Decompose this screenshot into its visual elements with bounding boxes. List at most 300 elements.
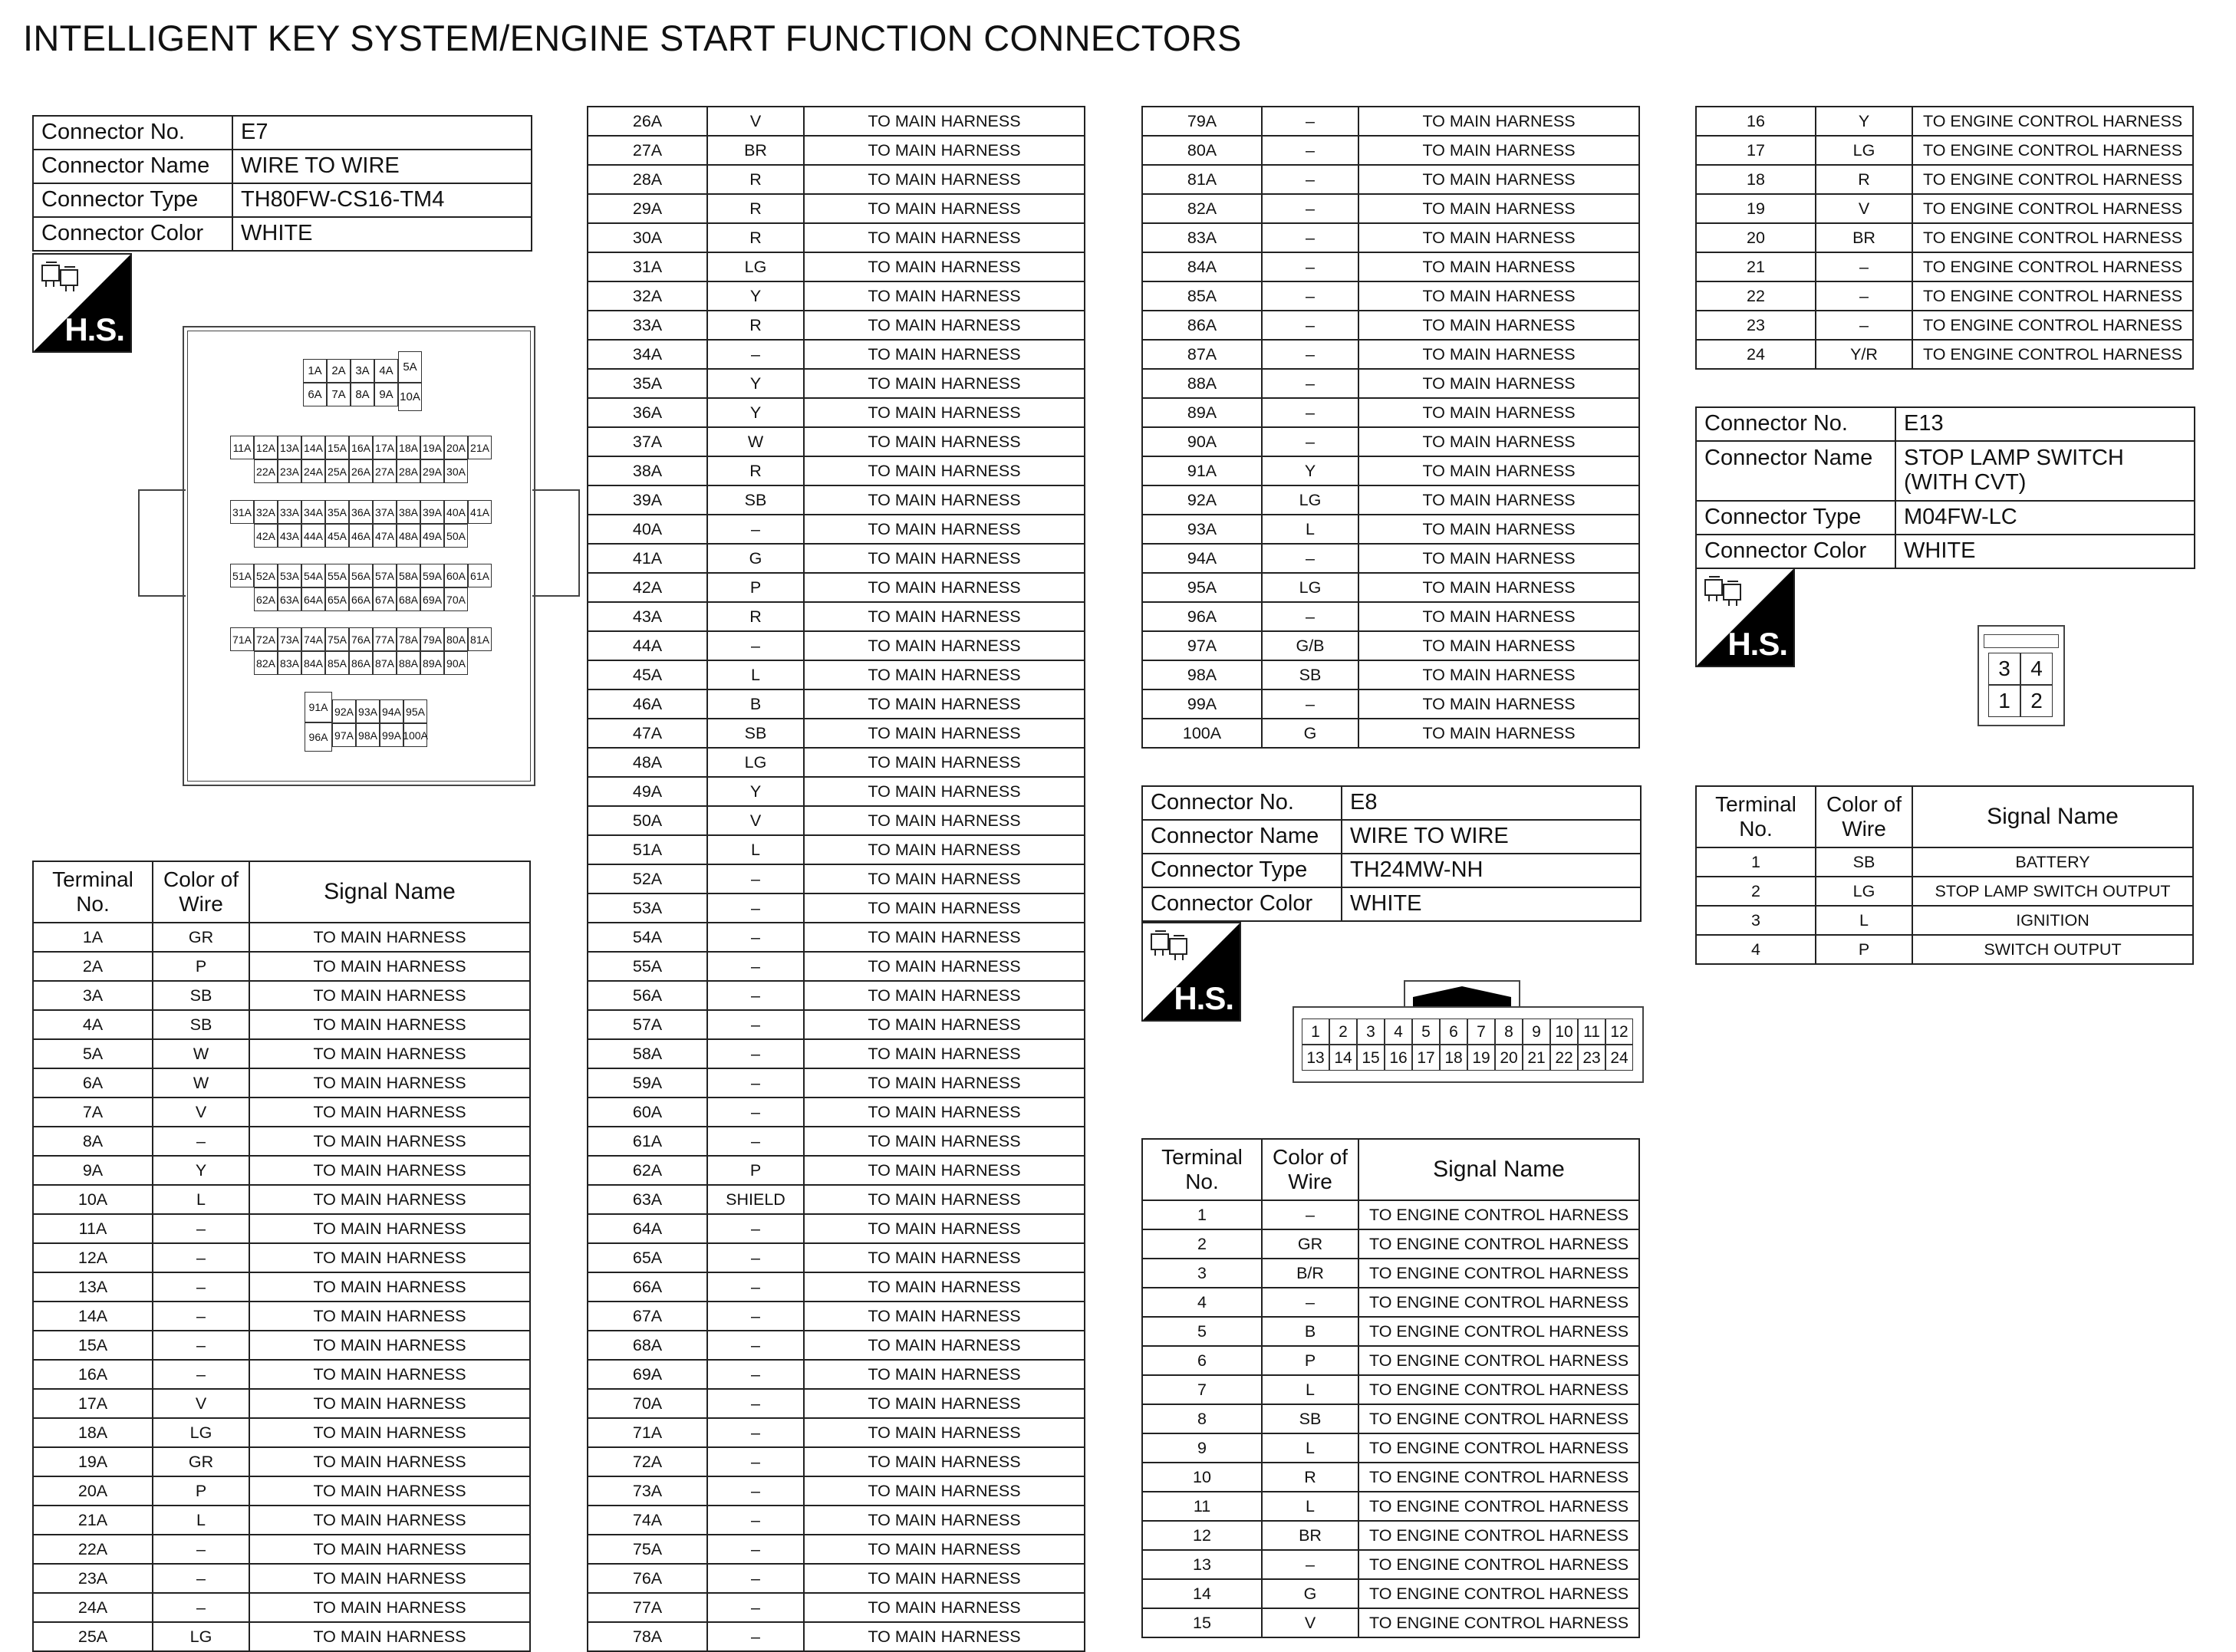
wire-color-cell: G/B bbox=[1262, 631, 1358, 660]
cavity: 9 bbox=[1523, 1019, 1550, 1045]
table-row bbox=[588, 952, 1085, 981]
signal-name-cell: TO ENGINE CONTROL HARNESS bbox=[1358, 1433, 1639, 1463]
terminal-cell: 41A bbox=[588, 544, 707, 573]
cavity: 3 bbox=[1357, 1019, 1385, 1045]
table-row bbox=[588, 1127, 1085, 1156]
signal-name-cell: TO MAIN HARNESS bbox=[1358, 369, 1639, 398]
cavity: 17 bbox=[1412, 1045, 1440, 1071]
table-row bbox=[33, 1593, 530, 1622]
terminal-cell: 6 bbox=[1142, 1346, 1262, 1375]
table-row bbox=[1696, 906, 2193, 935]
wire-color-cell: SB bbox=[707, 485, 804, 515]
wire-color-cell: P bbox=[707, 573, 804, 602]
cavity: 56A bbox=[349, 564, 373, 587]
terminal-cell: 21 bbox=[1696, 252, 1816, 281]
terminal-cell: 8A bbox=[33, 1127, 153, 1156]
wire-color-cell: P bbox=[1262, 1346, 1358, 1375]
wire-color-cell: – bbox=[1262, 398, 1358, 427]
signal-name-cell: TO MAIN HARNESS bbox=[1358, 398, 1639, 427]
signal-name-cell: TO MAIN HARNESS bbox=[804, 660, 1085, 689]
cavity: 88A bbox=[397, 651, 420, 675]
table-row bbox=[588, 602, 1085, 631]
cavity: 14A bbox=[301, 436, 325, 459]
e8-connector-face bbox=[1293, 980, 1645, 1084]
signal-name-cell: TO ENGINE CONTROL HARNESS bbox=[1358, 1492, 1639, 1521]
signal-name-cell: TO ENGINE CONTROL HARNESS bbox=[1912, 340, 2193, 369]
cavity: 66A bbox=[349, 587, 373, 611]
signal-name-cell: TO MAIN HARNESS bbox=[249, 1593, 530, 1622]
signal-name-cell: TO MAIN HARNESS bbox=[804, 1272, 1085, 1302]
table-row bbox=[588, 427, 1085, 456]
signal-name-cell: TO MAIN HARNESS bbox=[249, 1010, 530, 1039]
wire-header: Color of Wire bbox=[1816, 786, 1912, 847]
signal-name-cell: TO MAIN HARNESS bbox=[1358, 602, 1639, 631]
terminal-cell: 1A bbox=[33, 923, 153, 952]
cavity: 94A bbox=[380, 699, 403, 723]
table-row bbox=[588, 573, 1085, 602]
cavity: 4A bbox=[374, 359, 398, 383]
wire-color-cell: – bbox=[707, 631, 804, 660]
signal-name-cell: TO ENGINE CONTROL HARNESS bbox=[1358, 1579, 1639, 1608]
wire-color-cell: LG bbox=[707, 252, 804, 281]
table-row bbox=[588, 1156, 1085, 1185]
table-row bbox=[1142, 689, 1639, 719]
terminal-header: Terminal No. bbox=[1142, 1139, 1262, 1200]
terminal-cell: 68A bbox=[588, 1331, 707, 1360]
signal-name-cell: TO MAIN HARNESS bbox=[1358, 456, 1639, 485]
wire-color-cell: Y bbox=[707, 281, 804, 311]
cavity: 62A bbox=[254, 587, 278, 611]
table-row bbox=[588, 1010, 1085, 1039]
table-row bbox=[588, 311, 1085, 340]
terminal-cell: 62A bbox=[588, 1156, 707, 1185]
connector-name-value: WIRE TO WIRE bbox=[1342, 820, 1641, 854]
signal-name-cell: TO MAIN HARNESS bbox=[1358, 485, 1639, 515]
signal-name-cell: TO MAIN HARNESS bbox=[804, 864, 1085, 893]
table-row bbox=[588, 835, 1085, 864]
wire-color-cell: – bbox=[1262, 194, 1358, 223]
wire-color-cell: B/R bbox=[1262, 1259, 1358, 1288]
cavity: 46A bbox=[349, 524, 373, 548]
terminal-cell: 94A bbox=[1142, 544, 1262, 573]
table-row bbox=[33, 1331, 530, 1360]
connector-color-value: WHITE bbox=[232, 217, 532, 251]
wire-color-cell: GR bbox=[153, 923, 249, 952]
cavity: 4 bbox=[2020, 653, 2053, 685]
signal-name-cell: TO MAIN HARNESS bbox=[804, 631, 1085, 660]
terminal-cell: 25A bbox=[33, 1622, 153, 1651]
terminal-cell: 3 bbox=[1696, 906, 1816, 935]
cavity: 9A bbox=[374, 383, 398, 406]
table-row bbox=[588, 1039, 1085, 1068]
signal-name-cell: TO MAIN HARNESS bbox=[249, 1156, 530, 1185]
table-row bbox=[33, 1127, 530, 1156]
cavity: 86A bbox=[349, 651, 373, 675]
cavity: 10 bbox=[1550, 1019, 1578, 1045]
cavity: 16 bbox=[1385, 1045, 1412, 1071]
cavity: 51A bbox=[230, 564, 254, 587]
table-row bbox=[588, 544, 1085, 573]
table-row bbox=[588, 1360, 1085, 1389]
wire-color-cell: – bbox=[153, 1272, 249, 1302]
terminal-cell: 3A bbox=[33, 981, 153, 1010]
wire-color-cell: W bbox=[153, 1068, 249, 1097]
wire-color-cell: – bbox=[1262, 369, 1358, 398]
terminal-cell: 4 bbox=[1696, 935, 1816, 964]
cavity: 79A bbox=[420, 627, 444, 651]
e13-info-table bbox=[1695, 406, 2195, 569]
terminal-cell: 71A bbox=[588, 1418, 707, 1447]
table-row bbox=[588, 777, 1085, 806]
signal-name-cell: TO MAIN HARNESS bbox=[804, 311, 1085, 340]
cavity: 90A bbox=[444, 651, 468, 675]
wire-color-cell: Y bbox=[1816, 107, 1912, 136]
cavity: 77A bbox=[373, 627, 397, 651]
table-row bbox=[1142, 485, 1639, 515]
wire-color-cell: L bbox=[1262, 1433, 1358, 1463]
wire-color-cell: R bbox=[1262, 1463, 1358, 1492]
cavity: 8A bbox=[351, 383, 374, 406]
terminal-cell: 65A bbox=[588, 1243, 707, 1272]
table-row bbox=[1142, 1404, 1639, 1433]
wire-color-cell: – bbox=[1262, 281, 1358, 311]
signal-name-cell: TO MAIN HARNESS bbox=[249, 1535, 530, 1564]
cavity: 5A bbox=[398, 351, 422, 383]
wire-color-cell: – bbox=[1262, 1200, 1358, 1229]
signal-name-cell: TO MAIN HARNESS bbox=[249, 1097, 530, 1127]
terminal-cell: 66A bbox=[588, 1272, 707, 1302]
signal-name-cell: TO MAIN HARNESS bbox=[804, 835, 1085, 864]
terminal-cell: 20A bbox=[33, 1476, 153, 1506]
signal-name-cell: TO MAIN HARNESS bbox=[804, 223, 1085, 252]
table-row bbox=[33, 1389, 530, 1418]
cavity: 80A bbox=[444, 627, 468, 651]
cavity: 2A bbox=[327, 359, 351, 383]
connector-name-label: Connector Name bbox=[1696, 441, 1895, 501]
wire-color-cell: Y bbox=[707, 369, 804, 398]
terminal-cell: 42A bbox=[588, 573, 707, 602]
table-row bbox=[588, 136, 1085, 165]
terminal-cell: 49A bbox=[588, 777, 707, 806]
wire-color-cell: – bbox=[707, 1418, 804, 1447]
signal-name-cell: TO MAIN HARNESS bbox=[804, 136, 1085, 165]
cavity: 28A bbox=[397, 459, 420, 483]
table-row bbox=[588, 1214, 1085, 1243]
wire-color-cell: LG bbox=[1262, 485, 1358, 515]
signal-name-cell: TO MAIN HARNESS bbox=[804, 1622, 1085, 1651]
table-row bbox=[1142, 311, 1639, 340]
signal-name-cell: TO ENGINE CONTROL HARNESS bbox=[1912, 107, 2193, 136]
signal-name-cell: TO MAIN HARNESS bbox=[249, 1039, 530, 1068]
wire-color-cell: – bbox=[153, 1360, 249, 1389]
wire-color-cell: – bbox=[153, 1535, 249, 1564]
cavity: 91A bbox=[305, 692, 332, 722]
terminal-cell: 13A bbox=[33, 1272, 153, 1302]
terminal-cell: 64A bbox=[588, 1214, 707, 1243]
connector-no-value: E7 bbox=[232, 116, 532, 150]
table-row bbox=[33, 923, 530, 952]
wire-color-cell: LG bbox=[153, 1622, 249, 1651]
cavity: 21 bbox=[1523, 1045, 1550, 1071]
signal-name-cell: TO MAIN HARNESS bbox=[249, 1389, 530, 1418]
cavity: 19A bbox=[420, 436, 444, 459]
hs-label: H.S. bbox=[1174, 980, 1233, 1016]
cavity: 29A bbox=[420, 459, 444, 483]
table-row bbox=[588, 369, 1085, 398]
wire-color-cell: V bbox=[1816, 194, 1912, 223]
terminal-cell: 60A bbox=[588, 1097, 707, 1127]
terminal-cell: 8 bbox=[1142, 1404, 1262, 1433]
wire-color-cell: – bbox=[707, 1097, 804, 1127]
signal-name-cell: TO ENGINE CONTROL HARNESS bbox=[1358, 1521, 1639, 1550]
terminal-cell: 9 bbox=[1142, 1433, 1262, 1463]
cavity: 17A bbox=[373, 436, 397, 459]
table-row bbox=[1142, 1521, 1639, 1550]
wire-color-cell: V bbox=[153, 1097, 249, 1127]
cavity: 25A bbox=[325, 459, 349, 483]
cavity: 73A bbox=[278, 627, 301, 651]
cavity: 39A bbox=[420, 500, 444, 524]
wire-color-cell: – bbox=[707, 981, 804, 1010]
terminal-cell: 35A bbox=[588, 369, 707, 398]
signal-name-cell: TO ENGINE CONTROL HARNESS bbox=[1358, 1259, 1639, 1288]
table-row bbox=[588, 1389, 1085, 1418]
signal-name-cell: TO MAIN HARNESS bbox=[804, 1389, 1085, 1418]
table-row bbox=[1142, 1200, 1639, 1229]
terminal-cell: 63A bbox=[588, 1185, 707, 1214]
signal-name-cell: TO MAIN HARNESS bbox=[249, 1272, 530, 1302]
terminal-cell: 75A bbox=[588, 1535, 707, 1564]
signal-name-cell: TO MAIN HARNESS bbox=[804, 1156, 1085, 1185]
signal-name-cell: TO ENGINE CONTROL HARNESS bbox=[1358, 1229, 1639, 1259]
cavity: 22A bbox=[254, 459, 278, 483]
cavity: 22 bbox=[1550, 1045, 1578, 1071]
cavity: 76A bbox=[349, 627, 373, 651]
cavity: 74A bbox=[301, 627, 325, 651]
wire-color-cell: – bbox=[707, 864, 804, 893]
signal-name-cell: TO MAIN HARNESS bbox=[249, 1243, 530, 1272]
terminal-cell: 1 bbox=[1142, 1200, 1262, 1229]
cavity: 10A bbox=[398, 383, 422, 411]
wire-color-cell: – bbox=[1262, 602, 1358, 631]
wire-color-cell: – bbox=[1262, 689, 1358, 719]
terminal-cell: 26A bbox=[588, 107, 707, 136]
terminal-cell: 2 bbox=[1696, 877, 1816, 906]
wire-color-cell: – bbox=[1816, 311, 1912, 340]
connector-color-label: Connector Color bbox=[33, 217, 232, 251]
terminal-cell: 74A bbox=[588, 1506, 707, 1535]
table-row bbox=[588, 981, 1085, 1010]
cavity: 15 bbox=[1357, 1045, 1385, 1071]
cavity: 93A bbox=[356, 699, 380, 723]
wire-color-cell: P bbox=[1816, 935, 1912, 964]
signal-name-cell: TO ENGINE CONTROL HARNESS bbox=[1358, 1317, 1639, 1346]
signal-name-cell: TO ENGINE CONTROL HARNESS bbox=[1912, 281, 2193, 311]
signal-name-cell: TO MAIN HARNESS bbox=[804, 748, 1085, 777]
signal-name-cell: TO MAIN HARNESS bbox=[804, 1535, 1085, 1564]
cavity: 23 bbox=[1578, 1045, 1605, 1071]
table-row bbox=[1142, 369, 1639, 398]
terminal-cell: 15A bbox=[33, 1331, 153, 1360]
signal-name-cell: TO MAIN HARNESS bbox=[1358, 223, 1639, 252]
wire-color-cell: Y bbox=[707, 398, 804, 427]
table-row bbox=[588, 1185, 1085, 1214]
cavity: 13A bbox=[278, 436, 301, 459]
wire-color-cell: LG bbox=[1262, 573, 1358, 602]
signal-name-cell: TO MAIN HARNESS bbox=[1358, 136, 1639, 165]
table-row bbox=[588, 165, 1085, 194]
signal-name-cell: TO MAIN HARNESS bbox=[804, 369, 1085, 398]
connector-no-label: Connector No. bbox=[1142, 786, 1342, 820]
cavity: 83A bbox=[278, 651, 301, 675]
e7-info-table bbox=[32, 115, 532, 252]
terminal-cell: 19 bbox=[1696, 194, 1816, 223]
wire-color-cell: – bbox=[707, 1243, 804, 1272]
wire-color-cell: – bbox=[707, 1331, 804, 1360]
wire-color-cell: L bbox=[1262, 1375, 1358, 1404]
signal-name-cell: TO ENGINE CONTROL HARNESS bbox=[1358, 1608, 1639, 1637]
signal-name-cell: TO MAIN HARNESS bbox=[804, 1185, 1085, 1214]
signal-name-cell: TO MAIN HARNESS bbox=[249, 1564, 530, 1593]
table-row bbox=[1142, 398, 1639, 427]
signal-name-cell: TO MAIN HARNESS bbox=[804, 1068, 1085, 1097]
cavity: 1 bbox=[1988, 685, 2020, 717]
wire-color-cell: L bbox=[1262, 1492, 1358, 1521]
signal-name-cell: TO MAIN HARNESS bbox=[249, 952, 530, 981]
cavity: 75A bbox=[325, 627, 349, 651]
e13-connector-face bbox=[1977, 625, 2065, 726]
wire-color-cell: – bbox=[1262, 311, 1358, 340]
terminal-cell: 88A bbox=[1142, 369, 1262, 398]
signal-name-cell: SWITCH OUTPUT bbox=[1912, 935, 2193, 964]
terminal-cell: 7 bbox=[1142, 1375, 1262, 1404]
cavity: 84A bbox=[301, 651, 325, 675]
table-row bbox=[1142, 544, 1639, 573]
signal-name-cell: TO MAIN HARNESS bbox=[249, 1068, 530, 1097]
wire-color-cell: L bbox=[153, 1506, 249, 1535]
terminal-cell: 11 bbox=[1142, 1492, 1262, 1521]
terminal-cell: 30A bbox=[588, 223, 707, 252]
signal-name-cell: TO MAIN HARNESS bbox=[249, 1331, 530, 1360]
wire-color-cell: R bbox=[707, 311, 804, 340]
table-row bbox=[33, 1068, 530, 1097]
wire-color-cell: R bbox=[1816, 165, 1912, 194]
table-row bbox=[33, 1185, 530, 1214]
cavity: 14 bbox=[1329, 1045, 1357, 1071]
wire-color-cell: SB bbox=[153, 1010, 249, 1039]
cavity: 41A bbox=[468, 500, 492, 524]
terminal-cell: 85A bbox=[1142, 281, 1262, 311]
wire-header: Color of Wire bbox=[153, 861, 249, 923]
signal-name-cell: TO MAIN HARNESS bbox=[249, 1622, 530, 1651]
cavity: 54A bbox=[301, 564, 325, 587]
wire-color-cell: P bbox=[153, 952, 249, 981]
terminal-cell: 76A bbox=[588, 1564, 707, 1593]
wire-color-cell: R bbox=[707, 456, 804, 485]
cavity: 37A bbox=[373, 500, 397, 524]
signal-name-cell: TO MAIN HARNESS bbox=[804, 719, 1085, 748]
table-row bbox=[1142, 107, 1639, 136]
signal-name-cell: TO MAIN HARNESS bbox=[804, 602, 1085, 631]
cavity: 31A bbox=[230, 500, 254, 524]
terminal-cell: 20 bbox=[1696, 223, 1816, 252]
terminal-cell: 11A bbox=[33, 1214, 153, 1243]
table-row bbox=[33, 1010, 530, 1039]
signal-name-cell: TO MAIN HARNESS bbox=[804, 1331, 1085, 1360]
connector-name-label: Connector Name bbox=[1142, 820, 1342, 854]
connector-right-tab bbox=[532, 489, 580, 597]
hs-label: H.S. bbox=[64, 311, 124, 347]
cavity: 59A bbox=[420, 564, 444, 587]
wire-color-cell: V bbox=[153, 1389, 249, 1418]
terminal-cell: 56A bbox=[588, 981, 707, 1010]
table-row bbox=[588, 1243, 1085, 1272]
terminal-cell: 96A bbox=[1142, 602, 1262, 631]
signal-name-cell: TO MAIN HARNESS bbox=[804, 1447, 1085, 1476]
terminal-cell: 18A bbox=[33, 1418, 153, 1447]
table-row bbox=[1142, 1346, 1639, 1375]
cavity: 60A bbox=[444, 564, 468, 587]
terminal-cell: 28A bbox=[588, 165, 707, 194]
cavity: 6A bbox=[303, 383, 327, 406]
cavity: 69A bbox=[420, 587, 444, 611]
wire-color-cell: SB bbox=[1262, 660, 1358, 689]
cavity: 21A bbox=[468, 436, 492, 459]
wire-color-cell: BR bbox=[1816, 223, 1912, 252]
cavity: 13 bbox=[1302, 1045, 1329, 1071]
cavity: 61A bbox=[468, 564, 492, 587]
terminal-cell: 4A bbox=[33, 1010, 153, 1039]
table-row bbox=[588, 1506, 1085, 1535]
terminal-cell: 29A bbox=[588, 194, 707, 223]
wire-color-cell: – bbox=[153, 1243, 249, 1272]
signal-name-cell: TO MAIN HARNESS bbox=[804, 252, 1085, 281]
signal-name-cell: TO MAIN HARNESS bbox=[804, 1564, 1085, 1593]
cavity: 49A bbox=[420, 524, 444, 548]
table-row bbox=[588, 340, 1085, 369]
table-row bbox=[1142, 340, 1639, 369]
terminal-cell: 31A bbox=[588, 252, 707, 281]
wire-color-cell: – bbox=[1262, 427, 1358, 456]
signal-name-cell: TO MAIN HARNESS bbox=[249, 1302, 530, 1331]
signal-name-cell: TO MAIN HARNESS bbox=[804, 281, 1085, 311]
cavity: 18 bbox=[1440, 1045, 1467, 1071]
signal-name-cell: TO ENGINE CONTROL HARNESS bbox=[1358, 1200, 1639, 1229]
signal-name-cell: TO MAIN HARNESS bbox=[1358, 311, 1639, 340]
table-row bbox=[33, 1039, 530, 1068]
cavity: 99A bbox=[380, 723, 403, 747]
table-row bbox=[33, 1447, 530, 1476]
signal-name-cell: TO ENGINE CONTROL HARNESS bbox=[1358, 1404, 1639, 1433]
terminal-cell: 69A bbox=[588, 1360, 707, 1389]
signal-name-cell: TO ENGINE CONTROL HARNESS bbox=[1912, 194, 2193, 223]
terminal-cell: 37A bbox=[588, 427, 707, 456]
cavity: 16A bbox=[349, 436, 373, 459]
terminal-cell: 27A bbox=[588, 136, 707, 165]
wire-color-cell: – bbox=[1262, 1288, 1358, 1317]
terminal-cell: 40A bbox=[588, 515, 707, 544]
terminal-cell: 39A bbox=[588, 485, 707, 515]
terminal-cell: 86A bbox=[1142, 311, 1262, 340]
signal-name-cell: TO MAIN HARNESS bbox=[1358, 165, 1639, 194]
signal-name-cell: TO MAIN HARNESS bbox=[249, 1127, 530, 1156]
cavity: 53A bbox=[278, 564, 301, 587]
cavity: 50A bbox=[444, 524, 468, 548]
terminal-cell: 45A bbox=[588, 660, 707, 689]
cavity: 98A bbox=[356, 723, 380, 747]
terminal-cell: 82A bbox=[1142, 194, 1262, 223]
terminal-cell: 15 bbox=[1142, 1608, 1262, 1637]
